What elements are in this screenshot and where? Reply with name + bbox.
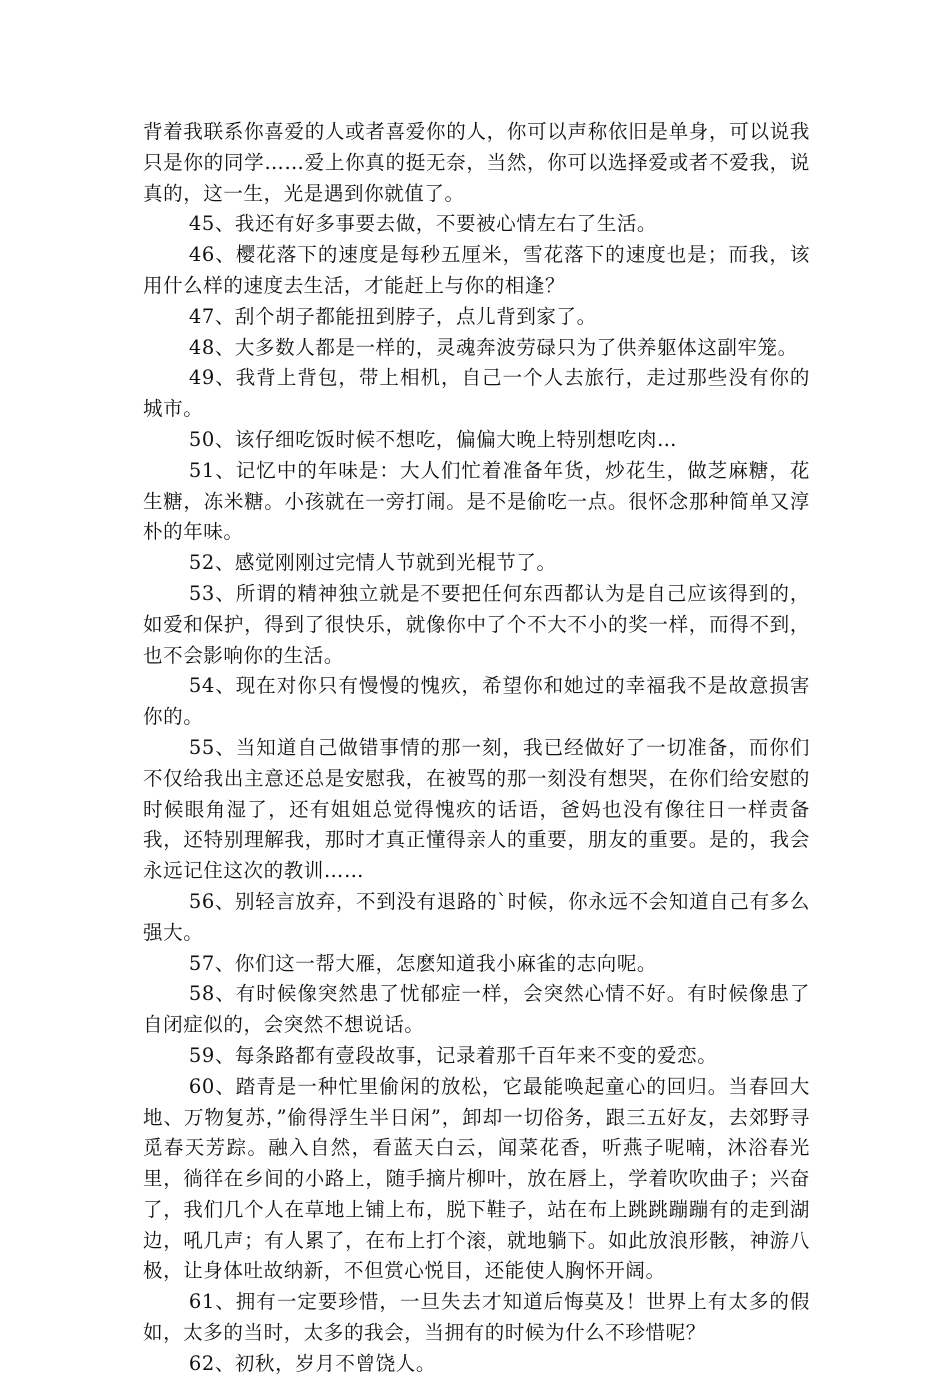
paragraph-58: 58、有时候像突然患了忧郁症一样，会突然心情不好。有时候像患了自闭症似的，会突然不想说话。	[143, 982, 810, 1037]
paragraph-61: 61、拥有一定要珍惜，一旦失去才知道后悔莫及！世界上有太多的假如，太多的当时，太多的我会，当拥有的时候为什么不珍惜呢？	[143, 1290, 810, 1345]
paragraph-47: 47、刮个胡子都能扭到脖子，点儿背到家了。	[188, 304, 597, 328]
paragraph-57: 57、你们这一帮大雁，怎麽知道我小麻雀的志向呢。	[188, 951, 658, 975]
paragraph-continuation: 背着我联系你喜爱的人或者喜爱你的人，你可以声称依旧是单身，可以说我只是你的同学……爱上你真的挺无奈，当然，你可以选择爱或者不爱我，说真的，这一生，光是遇到你就值了。	[143, 120, 810, 205]
paragraph-59: 59、每条路都有壹段故事，记录着那千百年来不变的爱恋。	[188, 1043, 718, 1067]
paragraph-46: 46、樱花落下的速度是每秒五厘米，雪花落下的速度也是；而我，该用什么样的速度去生活，才能赶上与你的相逢？	[143, 243, 810, 297]
paragraph-54: 54、现在对你只有慢慢的愧疚，希望你和她过的幸福我不是故意损害你的。	[143, 674, 810, 729]
paragraph-56: 56、别轻言放弃，不到没有退路的`时候，你永远不会知道自己有多么强大。	[143, 889, 810, 944]
paragraph-55: 55、当知道自己做错事情的那一刻，我已经做好了一切准备，而你们不仅给我出主意还总是安慰我，在被骂的那一刻没有想哭，在你们给安慰的时候眼角湿了，还有姐姐总觉得愧疚的话语，爸妈也没有像往日一样责备我，还特别理解我，那时才真正懂得亲人的重要，朋友的重要。是的，我会永远记住这次的教训……	[143, 735, 810, 883]
paragraph-60: 60、踏青是一种忙里偷闲的放松，它最能唤起童心的回归。当春回大地、万物复苏，”偷得浮生半日闲”，卸却一切俗务，跟三五好友，去郊野寻觅春天芳踪。融入自然，看蓝天白云，闻菜花香，听燕子呢喃，沐浴春光里，徜徉在乡间的小路上，随手摘片柳叶，放在唇上，学着吹吹曲子；兴奋了，我们几个人在草地上铺上布，脱下鞋子，站在布上跳跳蹦蹦有的走到湖边，吼几声；有人累了，在布上打个滚，就地躺下。如此放浪形骸，神游八极，让身体吐故纳新，不但赏心悦目，还能使人胸怀开阔。	[143, 1074, 810, 1283]
paragraph-45: 45、我还有好多事要去做，不要被心情左右了生活。	[188, 212, 658, 236]
paragraph-52: 52、感觉刚刚过完情人节就到光棍节了。	[188, 551, 557, 575]
paragraph-48: 48、大多数人都是一样的，灵魂奔波劳碌只为了供养躯体这副牢笼。	[188, 335, 798, 359]
document-body	[143, 117, 810, 1380]
paragraph-51: 51、记忆中的年味是：大人们忙着准备年货，炒花生，做芝麻糖，花生糖，冻米糖。小孩就在一旁打闹。是不是偷吃一点。很怀念那种简单又淳朴的年味。	[143, 458, 810, 544]
paragraph-50: 50、该仔细吃饭时候不想吃，偏偏大晚上特别想吃肉…	[188, 427, 678, 451]
paragraph-62: 62、初秋，岁月不曾饶人。	[188, 1351, 436, 1375]
paragraph-49: 49、我背上背包，带上相机，自己一个人去旅行，走过那些没有你的城市。	[143, 366, 810, 421]
paragraph-53: 53、所谓的精神独立就是不要把任何东西都认为是自己应该得到的，如爱和保护，得到了很快乐，就像你中了个不大不小的奖一样，而得不到，也不会影响你的生活。	[143, 581, 810, 667]
